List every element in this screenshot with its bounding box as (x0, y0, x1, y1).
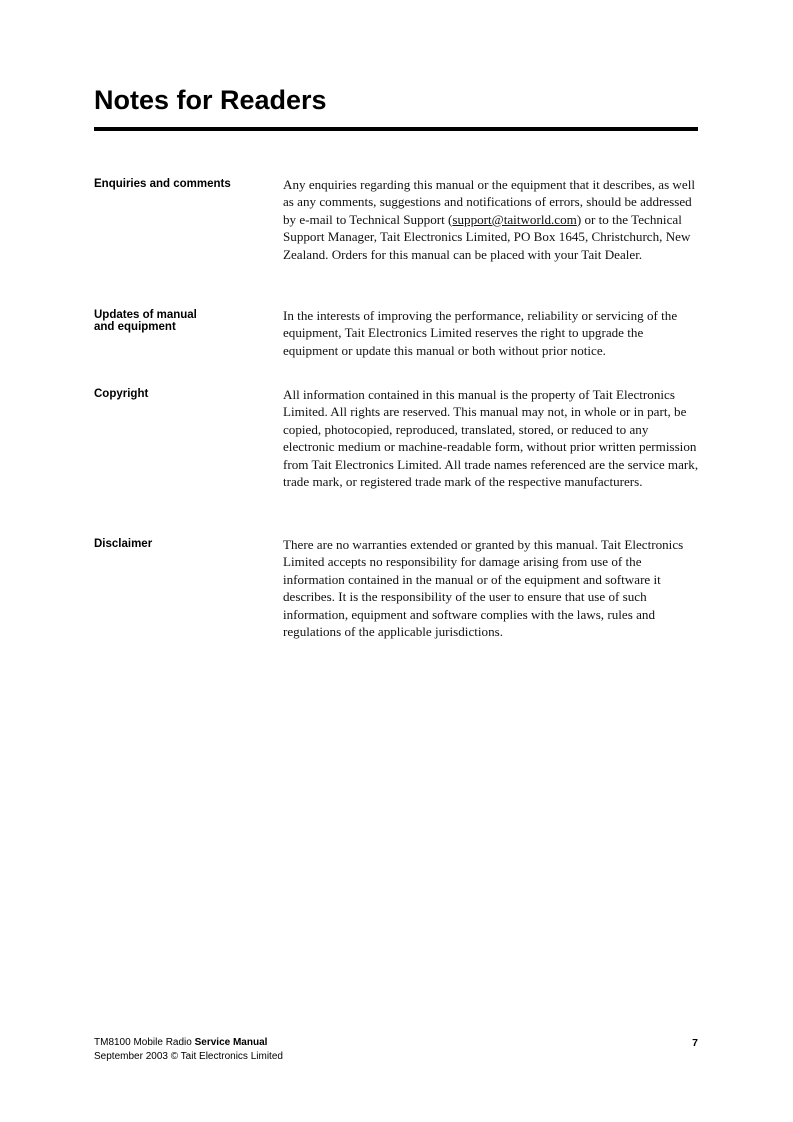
section-body-enquiries (283, 176, 699, 263)
footer-left (94, 1036, 283, 1064)
page-title: Notes for Readers (94, 85, 327, 115)
footer-manual: Service Manual (194, 1037, 268, 1048)
section-body-updates: In the interests of improving the performance, reliability or servicing of the equipment, Tait Electronics Limited reserves the right to upgrade the equipment or update this manual or both without prior notice. (283, 308, 678, 358)
section-body-disclaimer: There are no warranties extended or granted by this manual. Tait Electronics Limited accepts no responsibility for damage arising from use of the information contained in the manual or of the equipment and software it describes. It is the responsibility of the user to ensure that use of such information, equipment and software complies with the laws, rules and regulations of the applicable jurisdictions. (283, 537, 684, 640)
title-rule (94, 127, 698, 131)
enquiries-text-start: Any enquiries regarding this manual or the equipment that it describes, as well as any comments, suggestions and notifications of errors, should be addressed by e-mail to Technical Support ( (283, 177, 695, 227)
footer-title-line (94, 1036, 283, 1050)
section-body-copyright: All information contained in this manual is the property of Tait Electronics Limited. All rights are reserved. This manual may not, in whole or in part, be copied, photocopied, reproduced, translated, stored, or reduced to any electronic medium or machine-readable form, without prior written permission from Tait Electronics Limited. All trade names referenced are the service mark, trade mark, or registered trade mark of the respective manufacturers. (283, 387, 699, 490)
section-label-enquiries: Enquiries and comments (94, 178, 231, 190)
section-label-copyright: Copyright (94, 388, 149, 400)
section-label-disclaimer: Disclaimer (94, 538, 153, 550)
enquiries-text-end: ) or to the Technical Support Manager, Tait Electronics Limited, PO Box 1645, Christchurch, New Zealand. Orders for this manual can be placed with your Tait Dealer. (283, 211, 691, 262)
section-label-updates: Updates of manual and equipment (94, 309, 197, 333)
support-email-link[interactable]: support@taitworld.com (452, 211, 577, 227)
page-number: 7 (692, 1037, 698, 1049)
footer-date-copyright: September 2003 © Tait Electronics Limited (94, 1051, 283, 1062)
footer-product: TM8100 Mobile Radio (94, 1037, 192, 1048)
